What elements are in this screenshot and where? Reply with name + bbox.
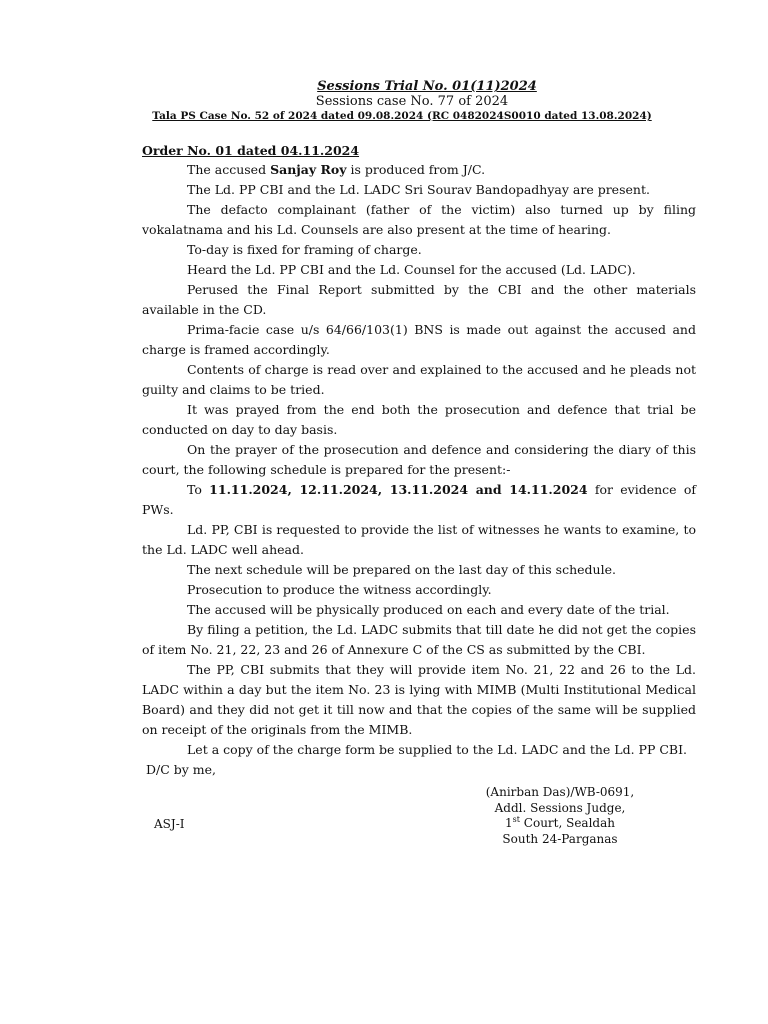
- sessions-case-number: Sessions case No. 77 of 2024: [315, 94, 509, 109]
- paragraph: The accused will be physically produced on each and every date of the trial.: [187, 602, 670, 617]
- paragraph: Let a copy of the charge form be supplied to the Ld. LADC and the Ld. PP CBI.: [187, 742, 687, 757]
- court-number: 1: [505, 816, 513, 830]
- paragraph: The next schedule will be prepared on the last day of this schedule.: [187, 562, 616, 577]
- paragraph: The Ld. PP CBI and the Ld. LADC Sri Sourav Bandopadhyay are present.: [187, 182, 650, 197]
- order-body: [142, 160, 696, 780]
- trial-number-heading: Sessions Trial No. 01(11)2024: [317, 79, 537, 94]
- paragraph: To-day is fixed for framing of charge.: [187, 242, 422, 257]
- paragraph: Prima-facie case u/s 64/66/103(1) BNS is made out against the accused and charge is framed accordingly.: [142, 322, 696, 357]
- court-name: Court, Sealdah: [519, 816, 615, 830]
- paragraph: Ld. PP, CBI is requested to provide the list of witnesses he wants to examine, to the Ld. LADC well ahead.: [142, 522, 696, 557]
- paragraph: The defacto complainant (father of the victim) also turned up by filing vokalatnama and his Ld. Counsels are also present at the time of hearing.: [142, 202, 696, 237]
- paragraph: Contents of charge is read over and explained to the accused and he pleads not guilty and claims to be tried.: [142, 362, 696, 397]
- court-line: [470, 816, 650, 832]
- ps-case-reference: Tala PS Case No. 52 of 2024 dated 09.08.2024 (RC 0482024S0010 dated 13.08.2024): [152, 110, 652, 122]
- paragraph: Prosecution to produce the witness accordingly.: [187, 582, 492, 597]
- left-initials: ASJ-I: [154, 817, 185, 831]
- paragraph: On the prayer of the prosecution and defence and considering the diary of this court, the following schedule is prepared for the present:-: [142, 442, 696, 477]
- judge-name: (Anirban Das)/WB-0691,: [485, 785, 635, 799]
- accused-name: Sanjay Roy: [270, 162, 347, 177]
- judge-designation: Addl. Sessions Judge,: [494, 800, 626, 815]
- paragraph-text: The accused: [187, 162, 271, 177]
- paragraph-text: To: [187, 482, 210, 497]
- paragraph-text: for evidence of PWs.: [142, 482, 696, 517]
- paragraph: Heard the Ld. PP CBI and the Ld. Counsel for the accused (Ld. LADC).: [187, 262, 636, 277]
- paragraph: [142, 480, 696, 520]
- paragraph: By filing a petition, the Ld. LADC submits that till date he did not get the copies of item No. 21, 22, 23 and 26 of Annexure C of the CS as submitted by the CBI.: [142, 622, 696, 657]
- paragraph: It was prayed from the end both the prosecution and defence that trial be conducted on day to day basis.: [142, 402, 696, 437]
- schedule-dates: 11.11.2024, 12.11.2024, 13.11.2024 and 14.11.2024: [209, 482, 588, 497]
- paragraph-text: is produced from J/C.: [346, 162, 486, 177]
- dictation-note: D/C by me,: [146, 762, 217, 777]
- court-ordinal: st: [512, 815, 520, 824]
- district: South 24-Parganas: [502, 831, 618, 846]
- paragraph: [142, 160, 696, 180]
- paragraph: Perused the Final Report submitted by the CBI and the other materials available in the CD.: [142, 282, 696, 317]
- signature-block: [470, 785, 650, 847]
- paragraph: The PP, CBI submits that they will provide item No. 21, 22 and 26 to the Ld. LADC within a day but the item No. 23 is lying with MIMB (Multi Institutional Medical Board) and they did not get it till now and that the copies of the same will be supplied on receipt of the originals from the MIMB.: [142, 662, 696, 737]
- order-title: Order No. 01 dated 04.11.2024: [142, 143, 360, 158]
